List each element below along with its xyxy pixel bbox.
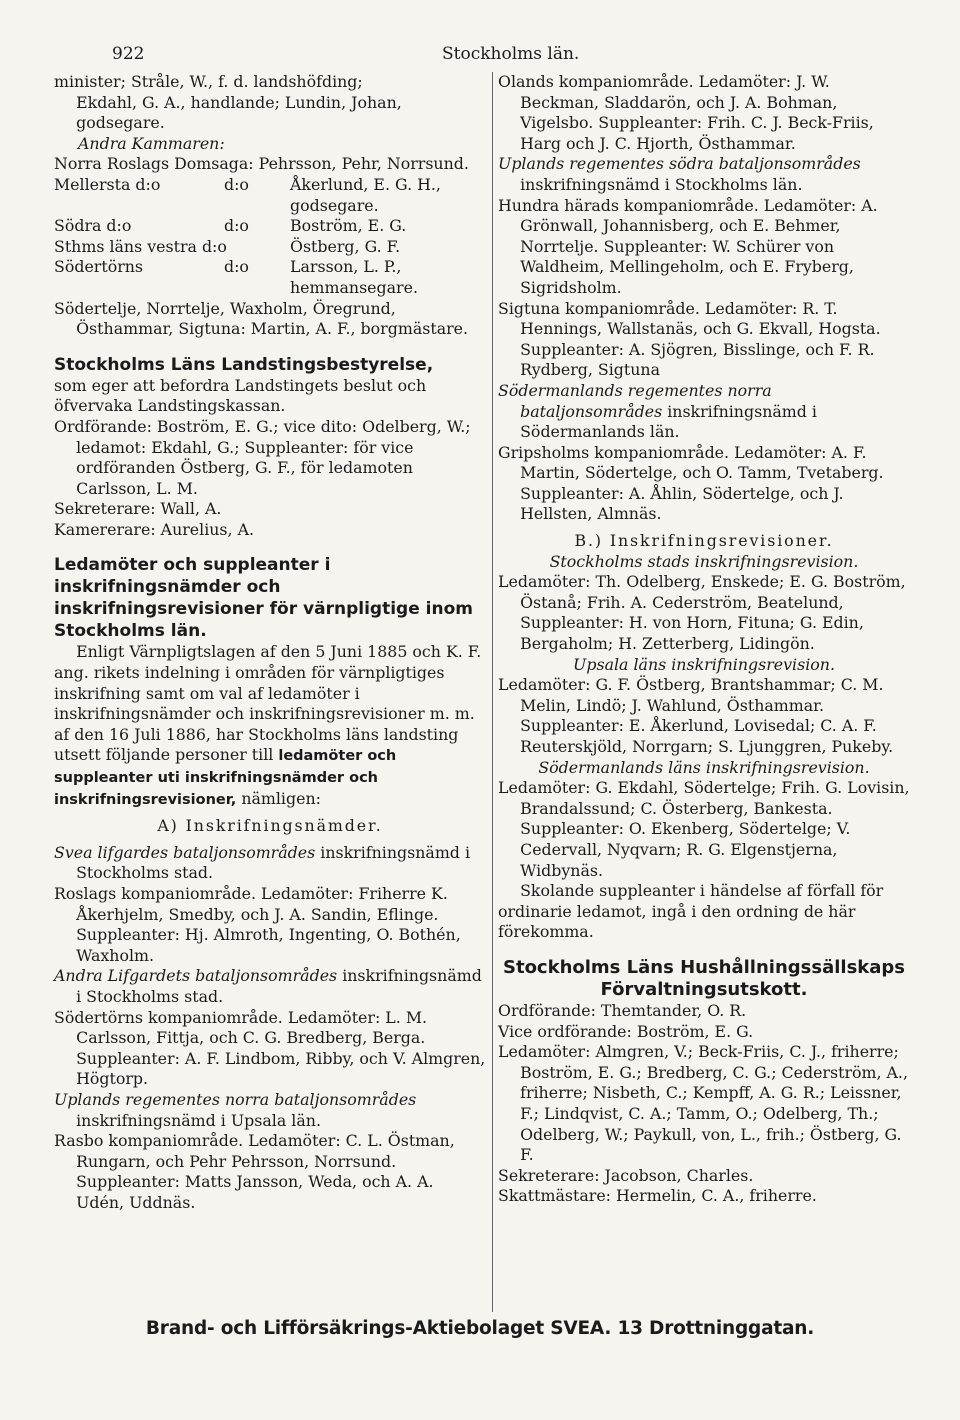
ditto-mark: d:o [224, 216, 249, 236]
district-member: Boström, E. G. [290, 216, 407, 236]
kompani-entry: Rasbo kompaniområde. Ledamöter: C. L. Östman, Rungarn, och Pehr Pehrsson, Norrsund. Suppleanter: Matts Jansson, Weda, och A. A. Udén, Uddnäs. [54, 1131, 455, 1212]
page-number: 922 [112, 44, 145, 64]
paragraph: Kamererare: Aurelius, A. [54, 519, 254, 539]
section-heading: Stockholms Läns Hushållningssällskaps [503, 956, 905, 978]
title-rest: inskrifningsnämd i Stockholms stad. [76, 966, 482, 1006]
paragraph: Sekreterare: Jacobson, Charles. [498, 1165, 754, 1185]
district-row [54, 257, 486, 298]
column-divider [492, 72, 493, 1312]
italic-title: Uplands regementes norra bataljonsområdes [54, 1089, 417, 1109]
paragraph: Ordförande: Themtander, O. R. [498, 1000, 747, 1020]
inline-heading: ledamöter och suppleanter uti inskrifningsnämder och inskrifningsrevisioner, [54, 748, 397, 808]
kompani-entry: Gripsholms kompaniområde. Ledamöter: A. F. Martin, Södertelge, och O. Tamm, Tvetaberg. Suppleanter: A. Åhlin, Södertelge, och J. Hellsten, Almnäs. [498, 442, 884, 524]
subsection-heading: A) Inskrifningsnämder. [157, 816, 383, 836]
revision-title: Stockholms stads inskrifningsrevision. [549, 551, 859, 571]
paragraph: Skattmästare: Hermelin, C. A., friherre. [498, 1186, 817, 1206]
nämd-heading [54, 1090, 486, 1131]
stad-entry: Södertelje, Norrtelje, Waxholm, Öregrund, Östhammar, Sigtuna: Martin, A. F., borgmästare. [54, 298, 469, 339]
paragraph: Ledamöter: Almgren, V.; Beck-Friis, C. J., friherre; Boström, E. G.; Bredberg, C. G.; Cederström, A., friherre; Nisbeth, C.; Kempff, A. G. R.; Leissner, F.; Lindqvist, C. A.; Tamm, O.; Odelberg, Th.; Odelberg, W.; Paykull, von, L., frih.; Östberg, G. F. [498, 1042, 908, 1165]
italic-title: Andra Lifgardets bataljonsområdes [54, 966, 338, 986]
nämd-heading [54, 843, 486, 884]
text-line: Ekdahl, G. A., handlande; Lundin, Johan, [76, 92, 402, 112]
paragraph [54, 642, 486, 810]
kompani-entry: Roslags kompaniområde. Ledamöter: Friherre K. Åkerhjelm, Smedby, och J. A. Sandin, Eflinge. Suppleanter: Hj. Almroth, Ingenting, O. Bothén, Waxholm. [54, 884, 461, 965]
nämd-heading [498, 381, 910, 443]
paragraph: Ordförande: Boström, E. G.; vice dito: Odelberg, W.; ledamot: Ekdahl, G.; Suppleanter: för vice ordföranden Östberg, G. F., för ledamoten Carlsson, L. M. [54, 416, 471, 498]
ditto-mark: d:o [224, 257, 249, 277]
revision-entry: Ledamöter: G. F. Östberg, Brantshammar; C. M. Melin, Lindö; J. Wahlund, Östhammar. Suppleanter: E. Åkerlund, Lovisedal; C. A. F. Reuterskjöld, Norrgarn; S. Ljunggren, Pukeby. [498, 675, 894, 756]
paragraph-text: Enligt Värnpligtslagen af den 5 Juni 1885 och K. F. ang. rikets indelning i områden för värnpligtiges inskrifning samt om val af ledamöter i inskrifningsnämder och inskrifningsrevisioner m. m. af den 16 Juli 1886, har Stockholms läns landsting utsett följande personer till [54, 642, 482, 765]
revision-title: Södermanlands läns inskrifningsrevision. [538, 757, 870, 777]
section-heading: Förvaltningsutskott. [600, 978, 808, 1000]
revision-title: Upsala läns inskrifningsrevision. [573, 654, 835, 674]
kompani-entry: Södertörns kompaniområde. Ledamöter: L. M. Carlsson, Fittja, och C. G. Bredberg, Berga. Suppleanter: A. F. Lindbom, Ribby, och V. Almgren, Högtorp. [54, 1007, 486, 1089]
section-label: Andra Kammaren: [78, 133, 225, 153]
text-line: godsegare. [76, 113, 165, 133]
paragraph: Vice ordförande: Boström, E. G. [498, 1021, 754, 1041]
kompani-entry: Sigtuna kompaniområde. Ledamöter: R. T. Hennings, Wallstanäs, och G. Ekvall, Hogsta. Suppleanter: A. Sjögren, Bisslinge, och F. R. Rydberg, Sigtuna [498, 298, 881, 380]
paragraph: Sekreterare: Wall, A. [54, 499, 222, 519]
kompani-entry: Hundra härads kompaniområde. Ledamöter: A. Grönwall, Johannisberg, och E. Behmer, Norrtelje. Suppleanter: W. Schürer von Waldheim, Mellingeholm, och E. Fryberg, Sigridsholm. [498, 195, 878, 297]
district-member: Larsson, L. P., hemmansegare. [290, 257, 418, 297]
ditto-mark: d:o [224, 174, 249, 194]
page-header [112, 44, 902, 68]
domsaga-entry: Norra Roslags Domsaga: Pehrsson, Pehr, Norrsund. [54, 154, 469, 174]
paragraph-text: nämligen: [241, 788, 321, 808]
title-rest: inskrifningsnämd i Södermanlands län. [520, 401, 817, 442]
right-column [498, 72, 910, 1207]
district-member: Åkerlund, E. G. H., godsegare. [290, 174, 441, 215]
italic-title: Södermanlands regementes norra bataljonsområdes [498, 380, 772, 421]
district-name: Sthms läns vestra d:o [54, 236, 227, 256]
kompani-entry: Olands kompaniområde. Ledamöter: J. W. Beckman, Sladdarön, och J. A. Bohman, Vigelsbo. Suppleanter: Frih. C. J. Beck-Friis, Harg och J. C. Hjorth, Östhammar. [498, 72, 874, 153]
district-row [54, 175, 486, 216]
district-row [54, 237, 486, 258]
section-heading: Ledamöter och suppleanter i inskrifningsnämder och inskrifningsrevisioner för värnpligtige inom Stockholms län. [54, 555, 473, 642]
district-member: Östberg, G. F. [290, 236, 401, 256]
title-rest: inskrifningsnämd i Stockholms län. [520, 174, 803, 194]
title-rest: inskrifningsnämd i Upsala län. [76, 1110, 321, 1130]
district-name: Södertörns [54, 257, 144, 277]
district-row [54, 216, 486, 237]
italic-title: Uplands regementes södra bataljonsområdes [498, 154, 861, 174]
title-rest: inskrifningsnämd i Stockholms stad. [76, 842, 470, 883]
section-heading: Stockholms Läns Landstingsbestyrelse, [54, 354, 434, 375]
footer-advert: Brand- och Lifförsäkrings-Aktiebolaget SVEA. 13 Drottninggatan. [145, 1318, 815, 1339]
italic-title: Svea lifgardes bataljonsområdes [54, 842, 316, 862]
paragraph: Skolande suppleanter i händelse af förfall för ordinarie ledamot, ingå i den ordning de här förekomma. [498, 881, 884, 942]
left-column [54, 72, 486, 1214]
nämd-heading [498, 154, 910, 195]
paragraph: som eger att befordra Landstingets beslut och öfvervaka Landstingskassan. [54, 375, 427, 416]
revision-entry: Ledamöter: G. Ekdahl, Södertelge; Frih. G. Lovisin, Brandalssund; C. Österberg, Bankesta. Suppleanter: O. Ekenberg, Södertelge; V. Cedervall, Nyqvarn; R. G. Elgenstjerna, Widbynäs. [498, 778, 910, 880]
nämd-heading [54, 966, 486, 1007]
district-name: Mellersta d:o [54, 174, 161, 194]
revision-entry: Ledamöter: Th. Odelberg, Enskede; E. G. Boström, Östanå; Frih. A. Cederström, Beatelund, Suppleanter: H. von Horn, Fituna; G. Edin, Bergaholm; H. Zetterberg, Lidingön. [498, 572, 906, 654]
text-line: minister; Stråle, W., f. d. landshöfding; [54, 72, 363, 91]
district-name: Södra d:o [54, 216, 132, 236]
running-title: Stockholms län. [442, 44, 580, 64]
subsection-heading: B.) Inskrifningsrevisioner. [574, 531, 834, 551]
